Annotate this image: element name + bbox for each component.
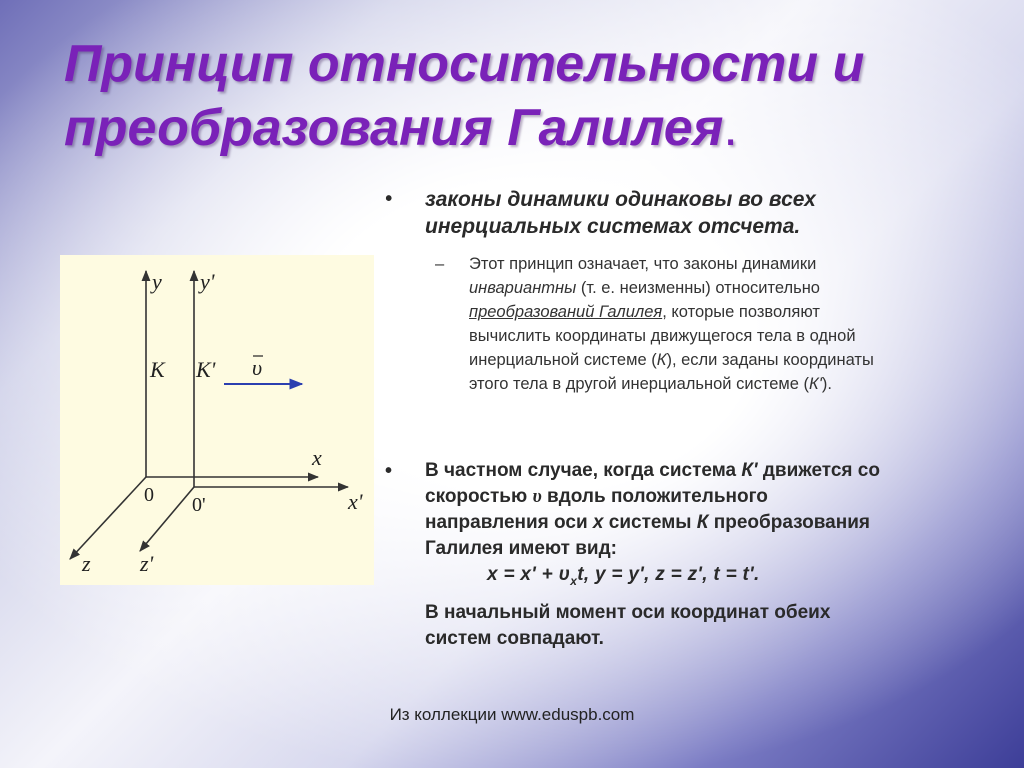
sub-bullet-principle: [435, 252, 975, 396]
principle-line-3-rest: , которые позволяют: [662, 303, 820, 321]
label-k: K: [150, 357, 165, 382]
principle-line-6-a: этого тела в другой инерциальной системе (: [469, 375, 809, 393]
label-x: x: [312, 445, 322, 470]
bullet-marker: •: [385, 188, 393, 210]
label-origin-prime: 0': [192, 494, 206, 516]
principle-line-2-rest: (т. е. неизменны) относительно: [576, 279, 820, 297]
principle-line-6-b: ).: [821, 375, 832, 393]
special-line-1-b: движется со: [757, 460, 880, 481]
special-case-line-2: [425, 484, 995, 510]
label-y-prime: y': [200, 269, 215, 294]
bullet-dynamics-laws: [385, 186, 965, 240]
galilean-transformation-formula: [487, 562, 995, 594]
principle-line-1: Этот принцип означает, что законы динамики: [469, 255, 817, 273]
principle-line-6: [469, 372, 975, 396]
special-line-3-b: системы: [603, 512, 697, 533]
label-y: y: [152, 269, 162, 294]
special-line-2-b: вдоль положительного: [541, 486, 768, 507]
slide-title: [64, 32, 1004, 160]
special-line-2-a: скоростью: [425, 486, 533, 507]
special-line-3-a: направления оси: [425, 512, 593, 533]
coordinate-systems-svg: [60, 255, 374, 585]
title-line-1: Принцип относительности и: [64, 35, 865, 93]
formula-part-a: x = x' + υ: [487, 564, 571, 585]
symbol-x: x: [592, 512, 604, 533]
special-case-line-4: Галилея имеют вид:: [425, 538, 617, 559]
title-line-2-text: преобразования Галилея: [64, 99, 724, 157]
label-z-prime: z': [140, 551, 154, 576]
symbol-velocity: υ: [532, 486, 542, 507]
source-footer: Из коллекции www.eduspb.com: [389, 705, 635, 724]
initial-moment-line-2: систем совпадают.: [425, 628, 604, 649]
symbol-k-prime: К': [808, 375, 822, 393]
principle-line-2: [469, 276, 975, 300]
label-z: z: [82, 551, 91, 576]
special-line-1-a: В частном случае, когда система: [425, 460, 742, 481]
principle-line-5: [469, 348, 975, 372]
coordinate-systems-diagram: [60, 255, 374, 585]
principle-line-5-a: инерциальной системе (: [469, 351, 657, 369]
bullet-dynamics-line-2: инерциальных системах отсчета.: [425, 215, 801, 238]
special-symbol-k-prime: К': [741, 460, 758, 481]
principle-line-5-b: ), если заданы координаты: [666, 351, 874, 369]
formula-subscript: x: [570, 573, 578, 588]
special-case-line-3: [425, 510, 995, 536]
symbol-k: К: [656, 351, 667, 369]
principle-line-4: вычислить координаты движущегося тела в одной: [469, 327, 856, 345]
title-period: .: [723, 99, 738, 157]
label-velocity: υ: [252, 355, 263, 380]
special-line-3-c: преобразования: [708, 512, 870, 533]
initial-moment-note: [425, 600, 985, 652]
special-symbol-k: К: [696, 512, 709, 533]
special-case-line-1: [425, 458, 995, 484]
bullet-dynamics-line-1: законы динамики одинаковы во всех: [425, 188, 816, 211]
sub-bullet-marker: –: [435, 255, 445, 273]
label-x-prime: x': [348, 489, 363, 514]
formula-part-b: t, y = y', z = z', t = t'.: [577, 564, 760, 585]
title-line-2: [64, 96, 1004, 160]
z-axis: [70, 477, 146, 559]
initial-moment-line-1: В начальный момент оси координат обеих: [425, 602, 831, 623]
term-invariant: инвариантны: [469, 279, 577, 297]
bullet-special-case: [385, 458, 995, 594]
principle-line-3: [469, 300, 975, 324]
term-galilean-transformations: преобразований Галилея: [469, 303, 663, 321]
label-k-prime: K': [196, 357, 216, 382]
bullet-marker-2: •: [385, 460, 393, 482]
label-origin: 0: [144, 484, 154, 506]
